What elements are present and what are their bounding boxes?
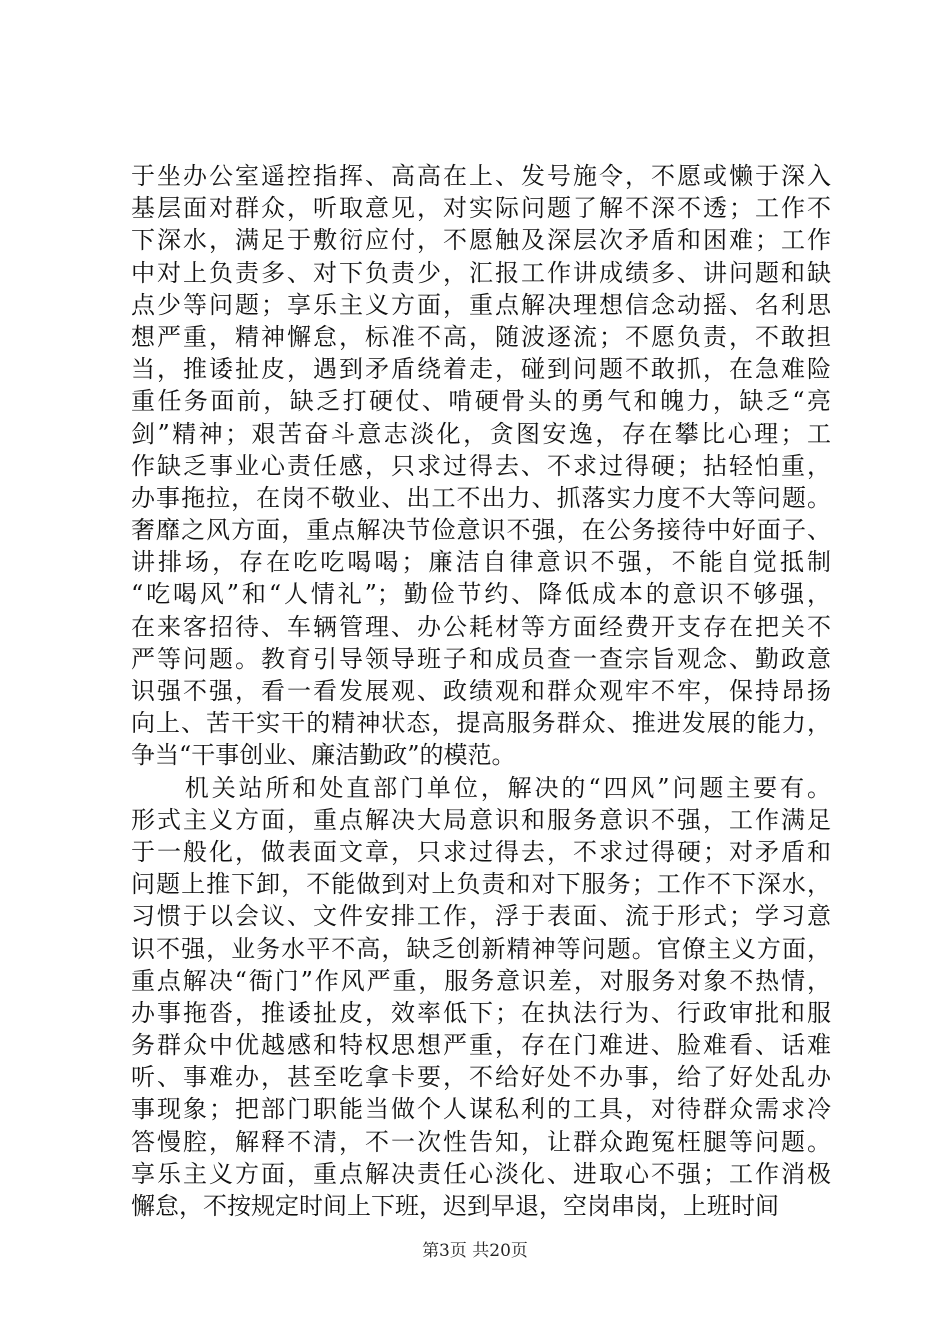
text-line: 听、事难办，甚至吃拿卡要，不给好处不办事，给了好处乱办 bbox=[131, 1063, 831, 1092]
text-line: 办事拖拉，在岗不敬业、出工不出力、抓落实力度不大等问题。 bbox=[131, 483, 831, 512]
text-line: 机关站所和处直部门单位，解决的“四风”问题主要有。 bbox=[131, 773, 831, 802]
text-line: 识不强，业务水平不高，缺乏创新精神等问题。官僚主义方面， bbox=[131, 934, 831, 963]
text-line: 问题上推下卸，不能做到对上负责和对下服务；工作不下深水， bbox=[131, 870, 831, 899]
text-line: 识强不强，看一看发展观、政绩观和群众观牢不牢，保持昂扬 bbox=[131, 677, 831, 705]
text-line: 基层面对群众，听取意见，对实际问题了解不深不透；工作不 bbox=[131, 194, 831, 223]
text-line: 作缺乏事业心责任感，只求过得去、不求过得硬；拈轻怕重， bbox=[131, 451, 831, 480]
text-line: 点少等问题；享乐主义方面，重点解决理想信念动摇、名利思 bbox=[131, 290, 831, 319]
text-line: 办事拖沓，推诿扯皮，效率低下；在执法行为、行政审批和服 bbox=[131, 998, 831, 1027]
text-line: 争当“干事创业、廉洁勤政”的模范。 bbox=[131, 741, 516, 770]
text-line: 形式主义方面，重点解决大局意识和服务意识不强，工作满足 bbox=[131, 805, 831, 834]
text-line: 讲排场，存在吃吃喝喝；廉洁自律意识不强，不能自觉抵制 bbox=[131, 548, 831, 577]
text-line: “吃喝风”和“人情礼”；勤俭节约、降低成本的意识不够强， bbox=[131, 580, 831, 609]
text-line: 当，推诿扯皮，遇到矛盾绕着走，碰到问题不敢抓，在急难险 bbox=[131, 355, 831, 384]
text-line: 重点解决“衙门”作风严重，服务意识差，对服务对象不热情， bbox=[131, 966, 831, 995]
text-line: 中对上负责多、对下负责少，汇报工作讲成绩多、讲问题和缺 bbox=[131, 258, 831, 287]
text-line: 享乐主义方面，重点解决责任心淡化、进取心不强；工作消极 bbox=[131, 1159, 831, 1188]
text-line: 务群众中优越感和特权思想严重，存在门难进、脸难看、话难 bbox=[131, 1031, 831, 1060]
page-footer: 第3页 共20页 bbox=[422, 1241, 528, 1261]
text-line: 答慢腔，解释不清，不一次性告知，让群众跑冤枉腿等问题。 bbox=[131, 1127, 831, 1156]
text-line: 在来客招待、车辆管理、办公耗材等方面经费开支存在把关不 bbox=[131, 612, 831, 641]
text-line: 下深水，满足于敷衍应付，不愿触及深层次矛盾和困难；工作 bbox=[131, 226, 831, 255]
text-line: 向上、苦干实干的精神状态，提高服务群众、推进发展的能力， bbox=[131, 709, 831, 738]
text-line: 重任务面前，缺乏打硬仗、啃硬骨头的勇气和魄力，缺乏“亮 bbox=[131, 387, 831, 416]
text-line: 想严重，精神懈怠，标准不高，随波逐流；不愿负责，不敢担 bbox=[131, 322, 831, 351]
text-line: 奢靡之风方面，重点解决节俭意识不强，在公务接待中好面子、 bbox=[131, 516, 831, 545]
text-line: 习惯于以会议、文件安排工作，浮于表面、流于形式；学习意 bbox=[131, 902, 831, 931]
text-line: 严等问题。教育引导领导班子和成员查一查宗旨观念、勤政意 bbox=[131, 644, 831, 673]
text-line: 于坐办公室遥控指挥、高高在上、发号施令，不愿或懒于深入 bbox=[131, 162, 831, 190]
text-line: 剑”精神；艰苦奋斗意志淡化，贪图安逸，存在攀比心理；工 bbox=[131, 419, 831, 448]
text-line: 懈怠，不按规定时间上下班，迟到早退，空岗串岗，上班时间 bbox=[131, 1192, 779, 1220]
text-line: 于一般化，做表面文章，只求过得去，不求过得硬；对矛盾和 bbox=[131, 837, 831, 866]
body-text bbox=[131, 160, 831, 1222]
text-line: 事现象；把部门职能当做个人谋私利的工具，对待群众需求冷 bbox=[131, 1095, 831, 1124]
